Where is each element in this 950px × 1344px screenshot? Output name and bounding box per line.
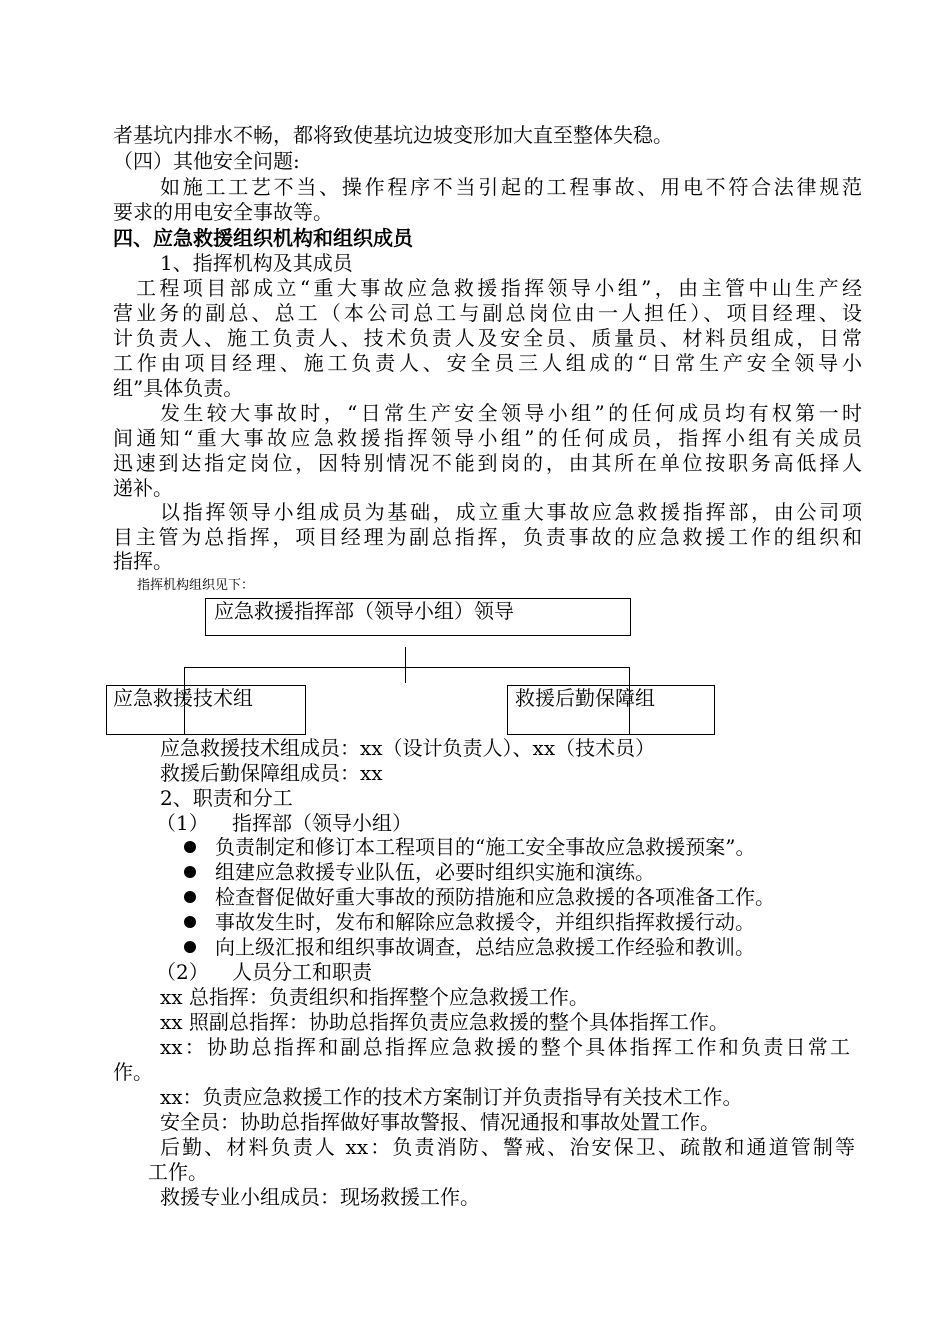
list-heading: 指挥部（领导小组） (232, 811, 412, 835)
duty-line: xx：负责应急救援工作的技术方案制订并负责指导有关技术工作。 (160, 1085, 743, 1109)
paragraph-line: 发生较大事故时，“日常生产安全领导小组”的任何成员均有权第一时 (160, 401, 862, 425)
bullet-icon (184, 916, 196, 928)
paragraph-line: 营业务的副总、总工（本公司总工与副总岗位由一人担任）、项目经理、设 (113, 301, 862, 325)
duty-line: 救援专业小组成员：现场救援工作。 (160, 1185, 480, 1209)
paragraph-line: 要求的用电安全事故等。 (113, 200, 333, 224)
paragraph-line: 计负责人、施工负责人、技术负责人及安全员、质量员、材料员组成，日常 (113, 326, 862, 350)
paragraph-line: 工程项目部成立“重大事故应急救援指挥领导小组”，由主管中山生产经 (136, 276, 862, 300)
paragraph-line: 迅速到达指定岗位，因特别情况不能到岗的，由其所在单位按职务高低择人 (113, 451, 862, 475)
chart-caption: 指挥机构组织见下： (137, 578, 255, 593)
duty-line: 后勤、材料负责人 xx：负责消防、警戒、治安保卫、疏散和通道管制等 (160, 1135, 855, 1159)
paragraph-line: 者基坑内排水不畅，都将致使基坑边坡变形加大直至整体失稳。 (113, 123, 673, 147)
duty-line: 工作。 (148, 1160, 208, 1184)
org-connector-vertical (405, 647, 406, 683)
org-box-tech-label: 应急救援技术组 (113, 686, 253, 710)
bullet-icon (184, 866, 196, 878)
duty-line: 作。 (113, 1060, 153, 1084)
org-box-command-label: 应急救援指挥部（领导小组）领导 (214, 599, 514, 623)
paragraph-line: 组”具体负责。 (113, 376, 244, 400)
subheading-other-safety: （四）其他安全问题: (113, 149, 300, 173)
list-item: 检查督促做好重大事故的预防措施和应急救援的各项准备工作。 (215, 885, 775, 909)
bullet-icon (184, 891, 196, 903)
list-number: （2） (156, 960, 209, 984)
paragraph-line: 递补。 (113, 476, 173, 500)
list-item: 负责制定和修订本工程项目的“施工安全事故应急救援预案”。 (215, 835, 756, 859)
paragraph-line: 如施工工艺不当、操作程序不当引起的工程事故、用电不符合法律规范 (160, 175, 862, 199)
list-number: （1） (156, 811, 209, 835)
duty-line: xx 总指挥：负责组织和指挥整个应急救援工作。 (160, 985, 589, 1009)
duty-line: 安全员：协助总指挥做好事故警报、情况通报和事故处置工作。 (160, 1110, 720, 1134)
list-item: 向上级汇报和组织事故调查，总结应急救援工作经验和教训。 (215, 935, 755, 959)
paragraph-line: 间通知“重大事故应急救援指挥领导小组”的任何成员，指挥小组有关成员 (113, 426, 862, 450)
subsection-heading: 1、指挥机构及其成员 (160, 251, 353, 275)
members-tech: 应急救援技术组成员：xx（设计负责人）、xx（技术员） (160, 736, 656, 760)
org-box-logistics-label: 救援后勤保障组 (515, 686, 655, 710)
section-heading: 四、应急救援组织机构和组织成员 (113, 226, 413, 250)
org-connector-horizontal (184, 667, 629, 668)
duty-line: xx 照副总指挥：协助总指挥负责应急救援的整个具体指挥工作。 (160, 1010, 729, 1034)
subsection-heading: 2、职责和分工 (160, 786, 293, 810)
list-item: 事故发生时，发布和解除应急救援令，并组织指挥救援行动。 (215, 910, 755, 934)
bullet-icon (184, 941, 196, 953)
duty-line: xx：协助总指挥和副总指挥应急救援的整个具体指挥工作和负责日常工 (160, 1035, 850, 1059)
paragraph-line: 以指挥领导小组成员为基础，成立重大事故应急救援指挥部，由公司项 (160, 500, 862, 524)
paragraph-line: 工作由项目经理、施工负责人、安全员三人组成的“日常生产安全领导小 (113, 351, 862, 375)
members-logistics: 救援后勤保障组成员：xx (160, 761, 383, 785)
bullet-icon (184, 841, 196, 853)
paragraph-line: 指挥。 (113, 549, 173, 573)
paragraph-line: 目主管为总指挥，项目经理为副总指挥，负责事故的应急救援工作的组织和 (113, 525, 862, 549)
list-item: 组建应急救援专业队伍，必要时组织实施和演练。 (215, 860, 655, 884)
list-heading: 人员分工和职责 (232, 960, 372, 984)
